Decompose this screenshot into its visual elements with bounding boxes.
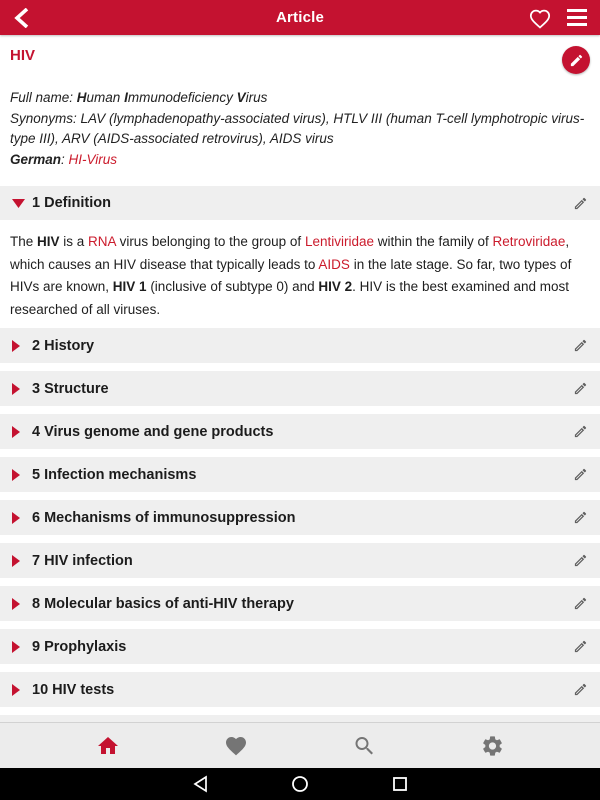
edit-section-icon[interactable] — [566, 381, 588, 396]
edit-section-icon[interactable] — [566, 510, 588, 525]
chevron-down-icon — [12, 199, 32, 208]
section-label: 3 Structure — [32, 380, 109, 397]
home-circle-icon — [291, 775, 309, 793]
article-header — [0, 35, 600, 64]
section-row[interactable] — [0, 629, 600, 664]
section-row-definition[interactable] — [0, 186, 600, 220]
edit-section-icon[interactable] — [566, 338, 588, 353]
chevron-right-icon — [12, 555, 32, 567]
edit-section-icon[interactable] — [566, 553, 588, 568]
search-icon — [352, 734, 377, 758]
section-row[interactable] — [0, 672, 600, 707]
recents-square-icon — [392, 776, 408, 792]
section-row[interactable] — [0, 328, 600, 363]
chevron-right-icon — [12, 641, 32, 653]
back-button[interactable] — [6, 0, 38, 35]
inline-link[interactable]: Retroviridae — [492, 234, 566, 249]
synonyms-line: Synonyms: LAV (lymphadenopathy-associated virus), HTLV III (human T-cell lymphotropic virus-type III), ARV (AIDS-associated retrovirus), AIDS virus — [10, 110, 585, 146]
section-label: 1 Definition — [32, 195, 111, 211]
edit-section-icon[interactable] — [566, 467, 588, 482]
section-row[interactable] — [0, 414, 600, 449]
german-line: German: HI-Virus — [10, 151, 118, 167]
chevron-right-icon — [12, 469, 32, 481]
menu-button[interactable] — [562, 0, 592, 35]
edit-section-icon[interactable] — [566, 196, 588, 211]
edit-section-icon[interactable] — [566, 424, 588, 439]
chevron-right-icon — [12, 684, 32, 696]
gear-icon — [480, 734, 505, 758]
full-name-line: Full name: Human Immunodeficiency Virus — [10, 90, 268, 105]
section-label: 6 Mechanisms of immunosuppression — [32, 509, 296, 526]
chevron-right-icon — [12, 598, 32, 610]
settings-tab[interactable] — [472, 726, 512, 766]
edit-section-icon[interactable] — [566, 682, 588, 697]
section-row[interactable] — [0, 586, 600, 621]
chevron-right-icon — [12, 340, 32, 352]
article-meta — [10, 88, 590, 170]
heart-icon — [223, 734, 249, 758]
page-title: Article — [275, 9, 325, 26]
edit-article-button[interactable] — [562, 46, 590, 74]
section-label: 4 Virus genome and gene products — [32, 423, 274, 440]
section-row[interactable] — [0, 371, 600, 406]
back-chevron-icon — [13, 8, 31, 28]
pencil-icon — [569, 53, 584, 68]
inline-link[interactable]: AIDS — [318, 256, 350, 272]
favorites-tab[interactable] — [216, 726, 256, 766]
inline-link[interactable]: HI-Virus — [68, 151, 118, 167]
section-list — [0, 186, 600, 750]
home-tab[interactable] — [88, 726, 128, 766]
search-tab[interactable] — [344, 726, 384, 766]
chevron-right-icon — [12, 383, 32, 395]
heart-outline-icon — [528, 7, 552, 29]
inline-link[interactable]: Lentiviridae — [304, 234, 374, 249]
home-icon — [95, 734, 121, 758]
inline-link[interactable]: RNA — [88, 234, 116, 249]
android-nav-bar — [0, 768, 600, 800]
section-label: 7 HIV infection — [32, 552, 133, 569]
bottom-toolbar — [0, 722, 600, 768]
section-row[interactable] — [0, 457, 600, 492]
chevron-right-icon — [12, 426, 32, 438]
android-home-button[interactable] — [286, 770, 314, 798]
android-back-button[interactable] — [186, 770, 214, 798]
section-row[interactable] — [0, 500, 600, 535]
section-label: 5 Infection mechanisms — [32, 466, 197, 483]
section-label: 9 Prophylaxis — [32, 638, 127, 655]
hamburger-menu-icon — [567, 9, 587, 26]
favorite-button[interactable] — [524, 0, 556, 35]
section-label: 2 History — [32, 337, 95, 354]
edit-section-icon[interactable] — [566, 639, 588, 654]
definition-paragraph: The HIV is a RNA virus belonging to the group of Lentiviridae within the family of Retroviridae, which causes an HIV disease that typically leads to AIDS in the late stage. So far, two types of HIVs are known, HIV 1 (inclusive of subtype 0) and HIV 2. HIV is the best examined and most researched of all viruses. — [10, 234, 572, 317]
section-label: 10 HIV tests — [32, 681, 115, 698]
section-row[interactable] — [0, 543, 600, 578]
chevron-right-icon — [12, 512, 32, 524]
top-app-bar — [0, 0, 600, 35]
android-recents-button[interactable] — [386, 770, 414, 798]
section-label: 8 Molecular basics of anti-HIV therapy — [32, 595, 294, 612]
collapsed-sections — [0, 328, 600, 707]
edit-section-icon[interactable] — [566, 596, 588, 611]
article-content — [0, 35, 600, 768]
article-title: HIV — [10, 47, 36, 64]
back-triangle-icon — [192, 775, 208, 793]
